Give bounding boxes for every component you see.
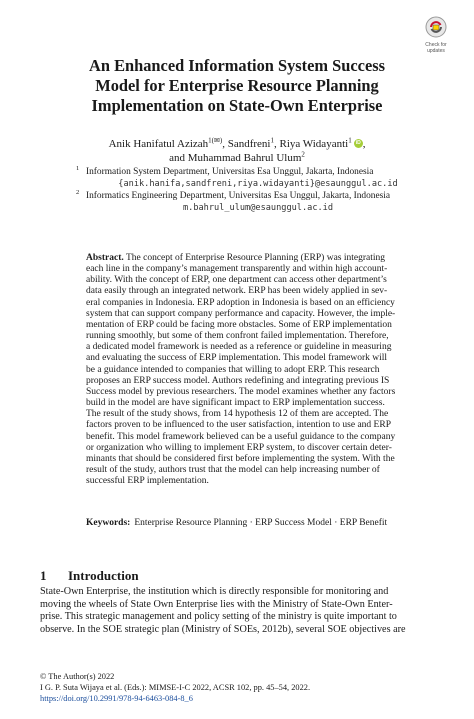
abstract-line: benefit. This model framework believed can be a useful guidance to the company: [86, 431, 396, 442]
doi-line: [40, 693, 434, 704]
keywords: [86, 517, 416, 529]
abstract-line: be a guidance intended to companies that willing to adopt ERP. This research: [86, 364, 380, 375]
section-number: 1: [40, 567, 47, 583]
affiliation: [70, 166, 430, 178]
affiliation-number: 2: [76, 189, 80, 196]
title-line: An Enhanced Information System Success: [89, 56, 385, 75]
abstract-line: eral companies in Indonesia. ERP adoption in Indonesia is based on an efficiency: [86, 297, 395, 308]
author-line: [40, 151, 434, 165]
author-name: Anik Hanifatul Azizah: [108, 138, 209, 150]
affiliation: [70, 190, 430, 202]
abstract: [86, 253, 405, 487]
author-affil-marker: 2: [301, 150, 305, 159]
affiliation-email[interactable]: m.bahrul_ulum@esaunggul.ac.id: [182, 203, 334, 213]
page-footer: [40, 671, 434, 704]
affiliation-text: Information System Department, Universitas Esa Unggul, Jakarta, Indonesia: [86, 167, 374, 177]
abstract-line: Abstract. The concept of Enterprise Resource Planning (ERP) was integrating: [86, 253, 386, 263]
abstract-line: result of the study, authors trust that the model can help increasing number of: [86, 464, 380, 475]
copyright-notice: © The Author(s) 2022: [40, 672, 115, 681]
check-for-updates-icon: [425, 16, 447, 42]
abstract-line: minants that should be considered first before implementing the system. With the: [86, 453, 395, 464]
keywords-text: Enterprise Resource Planning · ERP Success Model · ERP Benefit: [134, 518, 388, 528]
author-name: , Riya Widayanti: [273, 138, 349, 150]
paper-title: [60, 56, 414, 116]
affiliation-number: 1: [76, 165, 80, 172]
envelope-icon[interactable]: ✉: [214, 136, 220, 145]
body-line: observe. In the SOE strategic plan (Ministry of SOEs, 2012b), several SOE objectives are: [40, 623, 406, 635]
abstract-line: proposes an ERP success model. Authors redefining and integrating previous IS: [86, 375, 390, 386]
citation-line: I G. P. Suta Wijaya et al. (Eds.): MIMSE-I-C 2022, ACSR 102, pp. 45–54, 2022.: [40, 683, 311, 692]
abstract-line: ability. With the concept of ERP, one department can access other department’s: [86, 275, 387, 286]
abstract-line: each line in the company’s management transparently and within high account-: [86, 264, 388, 275]
title-line: Implementation on State-Own Enterprise: [91, 96, 383, 115]
abstract-line: system that can support company performance and capacity. However, the imple-: [86, 308, 396, 319]
doi-link[interactable]: https://doi.org/10.2991/978-94-6463-084-8_6: [40, 694, 193, 703]
author-name: , Sandfreni: [222, 138, 271, 150]
section-heading-introduction: [40, 568, 139, 584]
author-line: [40, 137, 434, 151]
affiliation-text: Informatics Engineering Department, Universitas Esa Unggul, Jakarta, Indonesia: [86, 191, 391, 201]
author-separator: ,: [362, 138, 366, 150]
affiliation-email-row: [70, 202, 430, 214]
abstract-line: data easily through an integrated network. ERP has been widely applied in sev-: [86, 286, 388, 297]
body-line: State-Own Enterprise, the institution which is directly responsible for monitoring and: [40, 586, 389, 597]
abstract-line: factors proven to be influenced to the user satisfaction, intention to use and ERP: [86, 420, 391, 431]
check-for-updates-label: Check for updates: [425, 42, 447, 54]
orcid-icon[interactable]: [354, 139, 363, 148]
abstract-line: or organization who willing to implement ERP system, to discover certain deter-: [86, 442, 392, 453]
author-list: [40, 137, 434, 165]
abstract-line: and evaluating the success of ERP implementation. This model framework will: [86, 353, 388, 364]
affiliation-email-row: [70, 178, 430, 190]
check-for-updates-badge[interactable]: [419, 16, 453, 56]
affiliation-list: [70, 166, 430, 214]
section-title: Introduction: [68, 567, 139, 583]
abstract-line: a dedicated model framework is needed as a reference or guideline in measuring: [86, 342, 392, 353]
author-affil-marker: 1(✉): [208, 136, 223, 145]
abstract-line: mentation of ERP could be facing more obstacles. Some of ERP implementation: [86, 319, 392, 330]
abstract-line: successful ERP implementation.: [86, 476, 209, 487]
author-affil-marker: 1: [270, 136, 274, 145]
title-line: Model for Enterprise Resource Planning: [95, 76, 379, 95]
keywords-label: Keywords:: [86, 518, 131, 528]
body-line: prise. This strategic management and policy setting of the ministry is quite important to: [40, 611, 397, 623]
author-name: and Muhammad Bahrul Ulum: [169, 152, 302, 164]
abstract-line: build in the model are have significant impact to ERP implementation success.: [86, 398, 385, 409]
abstract-label: Abstract.: [86, 253, 124, 263]
introduction-paragraph: [40, 586, 434, 636]
abstract-line: running smoothly, but some of them confront failed implementation. Therefore,: [86, 331, 389, 342]
author-affil-marker: 1: [348, 136, 352, 145]
body-line: moving the wheels of State Own Enterprise lies with the Ministry of State-Own Enter-: [40, 598, 393, 610]
abstract-line: Success model by previous researchers. The model examines whether any factors: [86, 386, 396, 397]
affiliation-email[interactable]: {anik.hanifa,sandfreni,riya.widayanti}@esaunggul.ac.id: [118, 179, 398, 189]
abstract-line: The result of the study shows, from 14 hypothesis 12 of them are accepted. The: [86, 409, 389, 420]
